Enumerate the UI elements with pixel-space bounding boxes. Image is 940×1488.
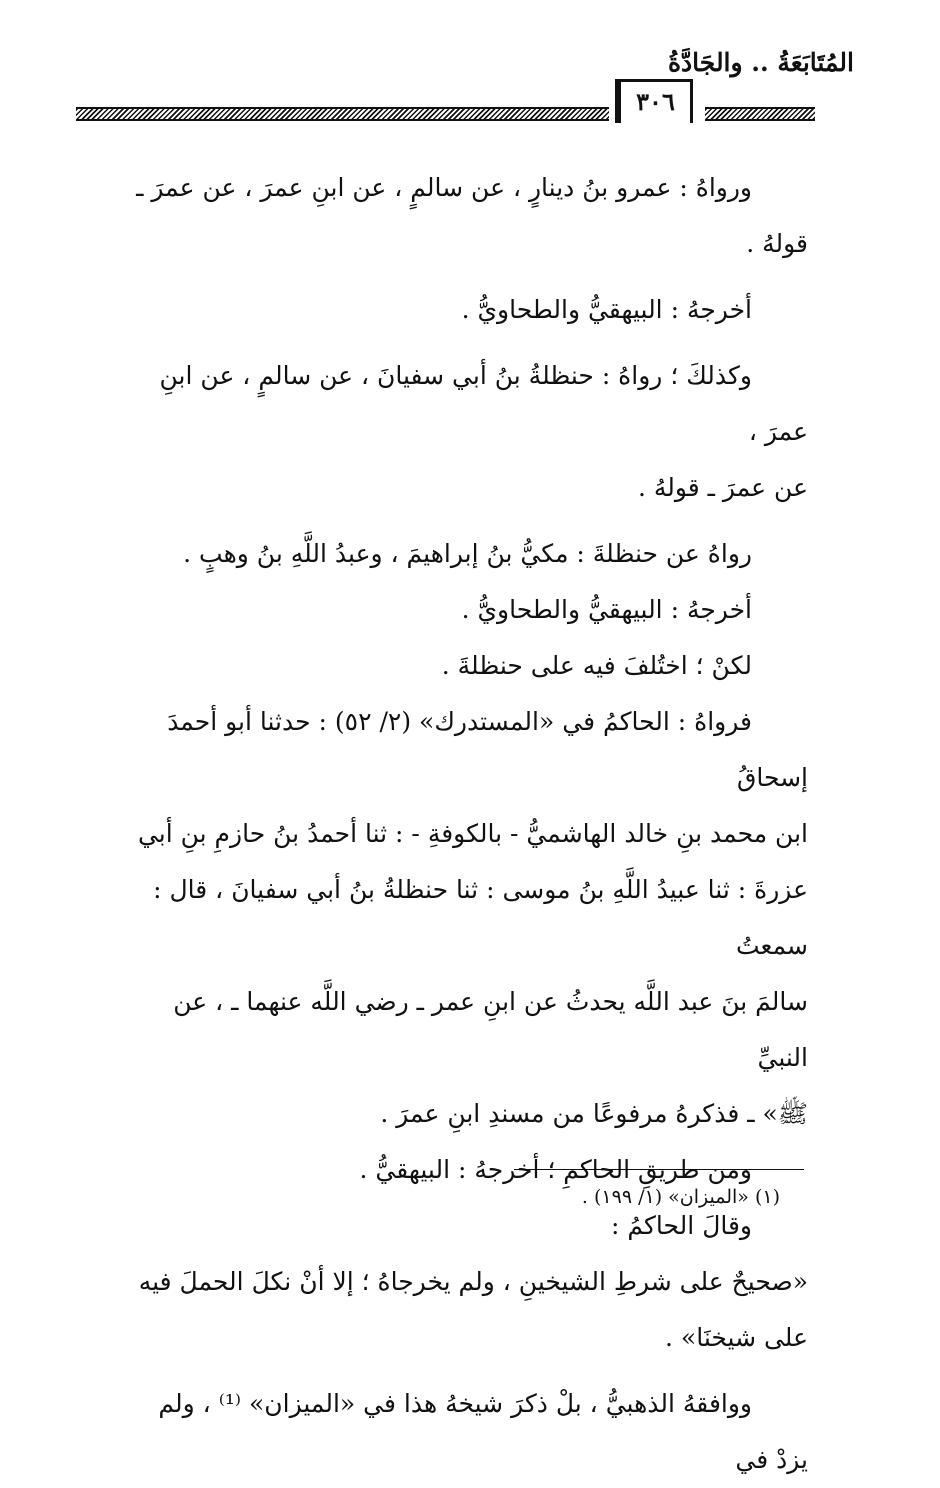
paragraph (128, 282, 808, 338)
footnote: (١) «الميزان» (١/ ١٩٩) . (581, 1186, 780, 1208)
header-rule-left (76, 107, 609, 121)
text-line: قولهُ . (746, 229, 808, 258)
text-line: عن عمرَ ـ قولهُ . (637, 473, 808, 502)
paragraph (128, 694, 808, 1142)
paragraph (128, 526, 808, 582)
text-line: وكذلكَ ؛ رواهُ : حنظلةُ بنُ أبي سفيانَ ، عن سالمٍ ، عن ابنِ عمرَ ، (159, 361, 808, 446)
text-line: ورواهُ : عمرو بنُ دينارٍ ، عن سالمٍ ، عن ابنِ عمرَ ، عن عمرَ ـ (136, 173, 752, 202)
text-line: ابن محمد بنِ خالد الهاشميُّ - بالكوفةِ - : ثنا أحمدُ بنُ حازمِ بنِ أبي (137, 819, 808, 848)
text-line: سالمَ بنَ عبد اللَّه يحدثُ عن ابنِ عمر ـ رضي اللَّه عنهما ـ ، عن النبيِّ (173, 987, 808, 1072)
footnote-divider (514, 1169, 804, 1170)
text-line: أخرجهُ : البيهقيُّ والطحاويُّ . (461, 595, 752, 624)
header-rule-right (705, 107, 815, 121)
running-title: المُتَابَعَةُ .. والجَادَّةُ (667, 48, 854, 77)
paragraph (128, 1376, 808, 1488)
paragraph (128, 582, 808, 638)
text-line: ووافقهُ الذهبيُّ ، بلْ ذكرَ شيخهُ هذا في «الميزان» ⁽¹⁾ ، ولم يزدْ في (158, 1389, 808, 1474)
text-line: ومن طريقِ الحاكمِ ؛ أخرجهُ : البيهقيُّ . (359, 1155, 752, 1184)
text-line: ﷺ» ـ فذكرهُ مرفوعًا من مسندِ ابنِ عمرَ . (380, 1099, 808, 1128)
text-line: رواهُ عن حنظلةَ : مكيُّ بنُ إبراهيمَ ، وعبدُ اللَّهِ بنُ وهبٍ . (183, 539, 752, 568)
text-line: على شيخنَا» . (665, 1323, 808, 1352)
text-line: أخرجهُ : البيهقيُّ والطحاويُّ . (461, 295, 752, 324)
page-number: ٣٠٦ (615, 79, 693, 123)
paragraph (128, 348, 808, 516)
paragraph (128, 638, 808, 694)
paragraph (128, 160, 808, 272)
text-line: لكنْ ؛ اختُلفَ فيه على حنظلةَ . (441, 651, 752, 680)
text-line: فرواهُ : الحاكمُ في «المستدرك» (٢/ ٥٢) : حدثنا أبو أحمدَ إسحاقُ (167, 707, 808, 792)
text-line: عزرةَ : ثنا عبيدُ اللَّهِ بنُ موسى : ثنا حنظلةُ بنُ أبي سفيانَ ، قال : سمعتُ (153, 875, 808, 960)
quote-paragraph (128, 1254, 808, 1366)
body-text (128, 160, 808, 1488)
text-line: «صحيحٌ على شرطِ الشيخينِ ، ولم يخرجاهُ ؛ إلا أنْ نكلَ الحملَ فيه (138, 1267, 808, 1296)
text-line: وقالَ الحاكمُ : (611, 1211, 752, 1240)
